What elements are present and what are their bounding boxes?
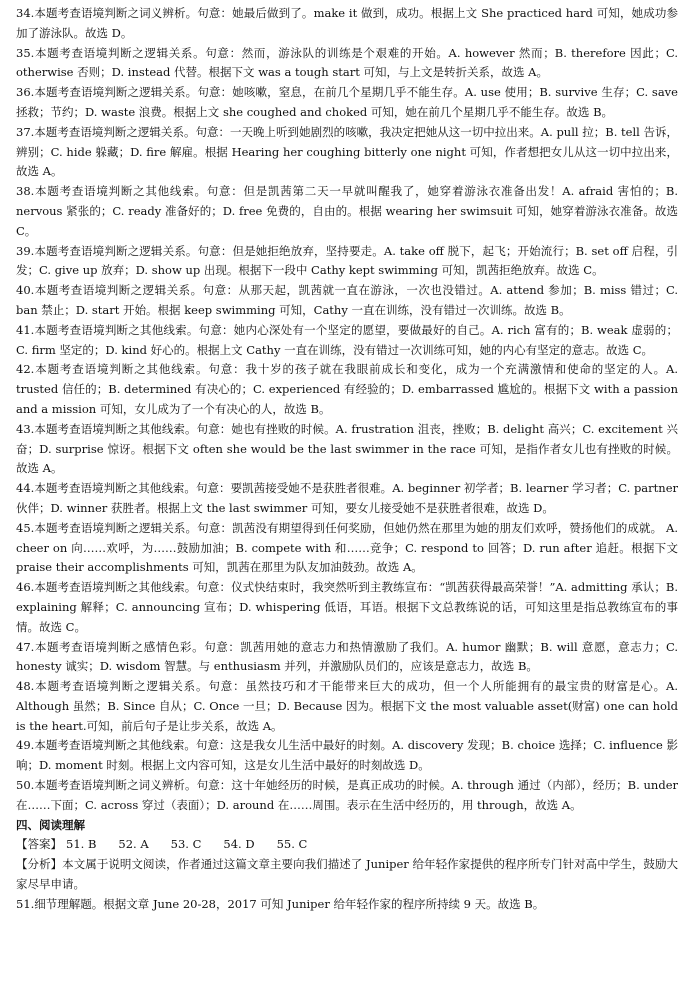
question-explanation: 45.本题考查语境判断之逻辑关系。句意：凯茜没有期望得到任何奖励，但她仍然在那里为她的朋友们欢呼，赞扬他们的成就。 A. cheer on 向……欢呼，为……鼓励加油；B. compete with 和……竞争；C. respond to 回答；D. run after 追赶。根据下文 praise their accomplishments 可知，凯茜在那里为队友加油鼓劲。故选 A。: [16, 520, 678, 575]
question-explanation: 40.本题考查语境判断之逻辑关系。句意：从那天起，凯茜就一直在游泳，一次也没错过。A. attend 参加；B. miss 错过；C. ban 禁止；D. start 开始。根据 keep swimming 可知，Cathy 一直在训练，没有错过一次训练。故选 B。: [16, 283, 678, 317]
question-explanation: 44.本题考查语境判断之其他线索。句意：要凯茜接受她不是获胜者很难。A. beginner 初学者；B. learner 学习者；C. partner 伙伴；D. winner 获胜者。根据上文 the last swimmer 可知，要女儿接受她不是获胜者很难，故选 D。: [16, 481, 678, 515]
answer-item: 55. C: [276, 837, 308, 852]
question-explanation: 47.本题考查语境判断之感情色彩。句意：凯茜用她的意志力和热情激励了我们。A. humor 幽默；B. will 意愿，意志力；C. honesty 诚实；D. wisdom 智慧。与 enthusiasm 并列，并激励队员们的，应该是意志力，故选 B。: [16, 639, 678, 674]
question-explanation: 36.本题考查语境判断之逻辑关系。句意：她咳嗽，窒息，在前几个星期几乎不能生存。A. use 使用；B. survive 生存；C. save 拯救；节约；D. waste 浪费。根据上文 she coughed and choked 可知，她在前几个星期几乎不能生存。故选 B。: [16, 85, 678, 119]
question-explanation: 43.本题考查语境判断之其他线索。句意：她也有挫败的时候。A. frustration 沮丧，挫败；B. delight 高兴；C. excitement 兴奋；D. surprise 惊讶。根据下文 often she would be the last swimmer in the race 可知，是指作者女儿也有挫败的时候。故选 A。: [16, 421, 678, 476]
answer-item: 52. A: [118, 837, 149, 852]
explanation-list: [16, 4, 678, 816]
question-explanation: 51.细节理解题。根据文章 June 20-28，2017 可知 Juniper 给年轻作家的程序所持续 9 天。故选 B。: [16, 896, 545, 911]
section-heading: 四、阅读理解: [16, 817, 85, 832]
question-explanation: 37.本题考查语境判断之逻辑关系。句意：一天晚上听到她剧烈的咳嗽，我决定把她从这一切中拉出来。A. pull 拉；B. tell 告诉，辨别；C. hide 躲藏；D. fire 解雇。根据 Hearing her coughing bitterly one night 可知，作者想把女儿从这一切中拉出来，故选 A。: [16, 124, 678, 179]
answer-item: 53. C: [170, 837, 202, 852]
question-explanation: 35.本题考查语境判断之逻辑关系。句意：然而，游泳队的训练是个艰难的开始。A. however 然而；B. therefore 因此；C. otherwise 否则；D. instead 代替。根据下文 was a tough start 可知，与上文是转折关系，故选 A。: [16, 45, 678, 80]
analysis-paragraph: 【分析】本文属于说明文阅读，作者通过这篇文章主要向我们描述了 Juniper 给年轻作家提供的程序所专门针对高中学生，鼓励大家尽早申请。: [16, 857, 678, 892]
question-explanation: 42.本题考查语境判断之其他线索。句意：我十岁的孩子就在我眼前成长和变化，成为一个充满激情和使命的坚定的人。A. trusted 信任的；B. determined 有决心的；C. experienced 有经验的；D. embarrassed 尴尬的。根据下文 with a passion and a mission 可知，女儿成为了一个有决心的人，故选 B。: [16, 362, 678, 416]
question-explanation: 41.本题考查语境判断之其他线索。句意：她内心深处有一个坚定的愿望，要做最好的自己。A. rich 富有的；B. weak 虚弱的；C. firm 坚定的；D. kind 好心的。根据上文 Cathy 一直在训练，没有错过一次训练可知，她的内心有坚定的意志。故选 C。: [16, 322, 678, 357]
answer-item: 54. D: [223, 837, 255, 852]
question-explanation: 46.本题考查语境判断之其他线索。句意：仪式快结束时，我突然听到主教练宣布：“凯茜获得最高荣誉！”A. admitting 承认；B. explaining 解释；C. announcing 宣布；D. whispering 低语，耳语。根据下文总教练说的话，可知这里是指总教练宣布的事情。故选 C。: [16, 580, 678, 634]
question-explanation: 49.本题考查语境判断之其他线索。句意：这是我女儿生活中最好的时刻。A. discovery 发现；B. choice 选择；C. influence 影响；D. moment 时刻。根据上文内容可知，这是女儿生活中最好的时刻故选 D。: [16, 738, 678, 773]
answer-item: 51. B: [66, 837, 97, 852]
question-explanation: 34.本题考查语境判断之词义辨析。句意：她最后做到了。make it 做到，成功。根据上文 She practiced hard 可知，她成功参加了游泳队。故选 D。: [16, 6, 678, 40]
answer-label: 【答案】: [16, 837, 62, 852]
answer-line: [16, 835, 678, 855]
question-explanation: 48.本题考查语境判断之逻辑关系。句意：虽然技巧和才干能带来巨大的成功，但一个人所能拥有的最宝贵的财富是心。A. Although 虽然；B. Since 自从；C. Once 一旦；D. Because 因为。根据下文 the most valuable asset(财富) one can hold is the heart.可知，前后句子是让步关系，故选 A。: [16, 679, 678, 733]
question-explanation: 50.本题考查语境判断之词义辨析。句意：这十年她经历的时候，是真正成功的时候。A. through 通过（内部），经历；B. under 在……下面；C. across 穿过（表面）；D. around 在……周围。表示在生活中经历的，用 through，故选 A。: [16, 778, 678, 812]
question-explanation: 38.本题考查语境判断之其他线索。句意：但是凯茜第二天一早就叫醒我了，她穿着游泳衣准备出发！A. afraid 害怕的；B. nervous 紧张的；C. ready 准备好的；D. free 免费的，自由的。根据 wearing her swimsuit 可知，她穿着游泳衣准备。故选 C。: [16, 184, 678, 238]
question-explanation: 39.本题考查语境判断之逻辑关系。句意：但是她拒绝放弃，坚持要走。A. take off 脱下，起飞；开始流行；B. set off 启程，引发；C. give up 放弃；D. show up 出现。根据下一段中 Cathy kept swimming 可知，凯茜拒绝放弃。故选 C。: [16, 243, 678, 278]
